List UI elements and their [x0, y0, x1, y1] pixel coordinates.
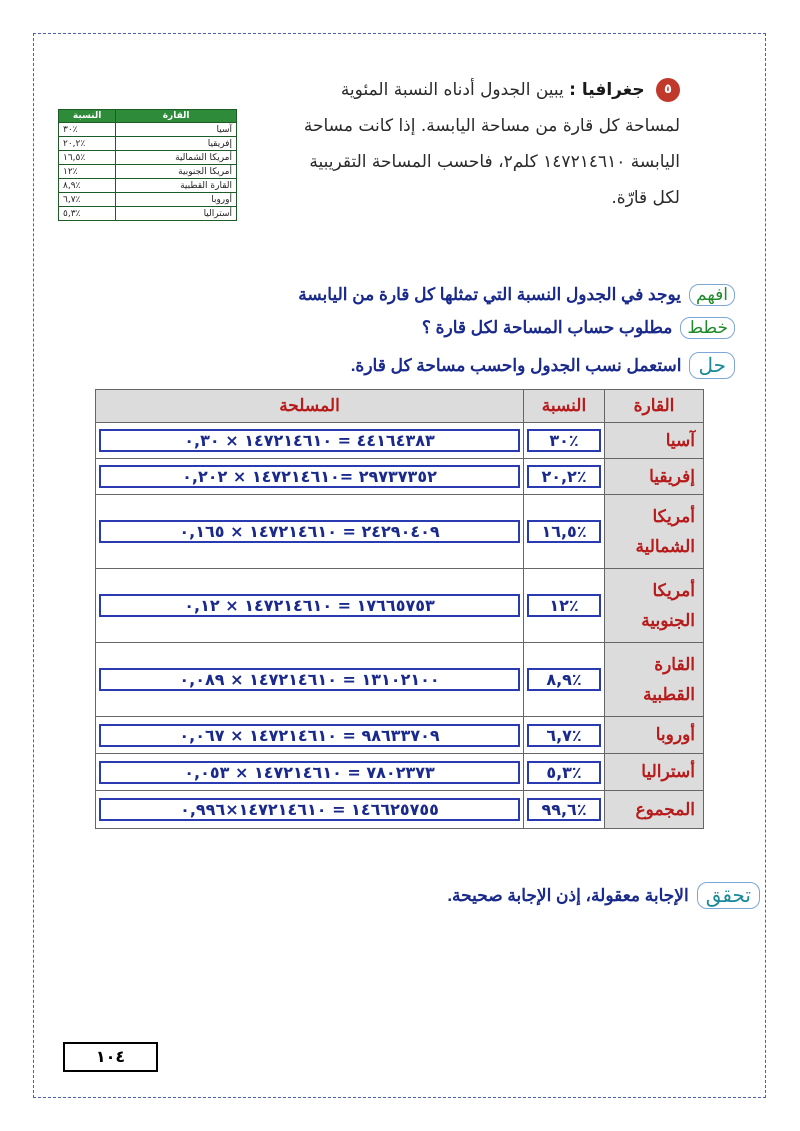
reference-percent: ٪١٦,٥ [59, 151, 116, 165]
total-label: المجموع [635, 799, 695, 819]
step-plan [422, 317, 735, 339]
percent-cell [524, 717, 605, 754]
area-calculation: ٤٤١٦٤٣٨٣ = ١٤٧٢١٤٦١٠ × ٠,٣٠ [99, 429, 520, 452]
continent-cell [605, 643, 704, 717]
continent-label: أوروبا [655, 725, 695, 744]
percent-cell [524, 569, 605, 643]
reference-continent: أستراليا [116, 207, 237, 221]
reference-table [58, 109, 237, 221]
table-row [59, 165, 237, 179]
percent-value: ٪٨,٩ [527, 668, 601, 691]
table-row [59, 193, 237, 207]
continent-cell [605, 791, 704, 829]
continent-label: أمريكا الشمالية [635, 506, 695, 556]
area-calculation: ٩٨٦٣٣٧٠٩ = ١٤٧٢١٤٦١٠ × ٠,٠٦٧ [99, 724, 520, 747]
area-cell [96, 791, 524, 829]
problem-text: يبين الجدول أدناه النسبة المئوية لمساحة كل قارة من مساحة اليابسة. إذا كانت مساحة اليابسة ١٤٧٢١٤٦١٠ كلم٢، فاحسب المساحة التقريبية لكل قارّة. [303, 80, 680, 208]
table-row [96, 754, 704, 791]
percent-cell [524, 495, 605, 569]
table-row [59, 151, 237, 165]
reference-percent: ٪٨,٩ [59, 179, 116, 193]
step-check [447, 882, 760, 909]
header-continent: القارة [605, 390, 704, 423]
table-row [96, 643, 704, 717]
problem-number-badge: ٥ [656, 78, 680, 102]
area-cell [96, 459, 524, 495]
reference-header-percent: النسبة [59, 110, 116, 123]
total-calculation: ١٤٦٦٢٥٧٥٥ = ١٤٧٢١٤٦١٠×٠,٩٩٦ [99, 798, 520, 821]
percent-value: ٪٦,٧ [527, 724, 601, 747]
problem-topic: جغرافيا : [569, 80, 645, 100]
percent-cell [524, 643, 605, 717]
area-cell [96, 423, 524, 459]
table-row [59, 123, 237, 137]
area-cell [96, 569, 524, 643]
total-percent: ٪٩٩,٦ [527, 798, 601, 821]
area-cell [96, 495, 524, 569]
percent-cell [524, 754, 605, 791]
continent-cell [605, 717, 704, 754]
step-understand [298, 284, 735, 306]
continent-cell [605, 459, 704, 495]
continent-cell [605, 754, 704, 791]
header-percent: النسبة [524, 390, 605, 423]
continent-label: آسيا [665, 430, 695, 450]
percent-cell [524, 423, 605, 459]
problem-statement [300, 72, 680, 216]
percent-cell [524, 791, 605, 829]
reference-continent: إفريقيا [116, 137, 237, 151]
understand-text: يوجد في الجدول النسبة التي تمثلها كل قارة من اليابسة [298, 285, 681, 304]
percent-value: ٪٥,٣ [527, 761, 601, 784]
reference-continent: أمريكا الشمالية [116, 151, 237, 165]
area-calculation: ١٧٦٦٥٧٥٣ = ١٤٧٢١٤٦١٠ × ٠,١٢ [99, 594, 520, 617]
continent-cell [605, 423, 704, 459]
solve-text: استعمل نسب الجدول واحسب مساحة كل قارة. [350, 355, 682, 375]
table-row [59, 179, 237, 193]
reference-percent: ٪٥,٣ [59, 207, 116, 221]
area-calculation: ٢٤٢٩٠٤٠٩ = ١٤٧٢١٤٦١٠ × ٠,١٦٥ [99, 520, 520, 543]
check-text: الإجابة معقولة، إذن الإجابة صحيحة. [447, 885, 689, 905]
reference-continent: آسيا [116, 123, 237, 137]
percent-value: ٪٣٠ [527, 429, 601, 452]
table-row [96, 717, 704, 754]
page-number: ١٠٤ [63, 1042, 158, 1072]
table-row [96, 459, 704, 495]
plan-text: مطلوب حساب المساحة لكل قارة ؟ [421, 318, 673, 337]
reference-percent: ٪٣٠ [59, 123, 116, 137]
table-row [59, 137, 237, 151]
continent-cell [605, 495, 704, 569]
table-row [96, 569, 704, 643]
table-row-total [96, 791, 704, 829]
table-row [59, 207, 237, 221]
area-cell [96, 717, 524, 754]
reference-continent: أوروبا [116, 193, 237, 207]
percent-value: ٪١٦,٥ [527, 520, 601, 543]
table-row [96, 423, 704, 459]
continent-label: إفريقيا [649, 466, 695, 486]
continent-label: أستراليا [641, 762, 695, 781]
percent-cell [524, 459, 605, 495]
reference-header-continent: القارة [116, 110, 237, 123]
area-calculation: ٢٩٧٣٧٣٥٢ =١٤٧٢١٤٦١٠ × ٠,٢٠٢ [99, 465, 520, 488]
area-calculation: ١٣١٠٢١٠٠ = ١٤٧٢١٤٦١٠ × ٠,٠٨٩ [99, 668, 520, 691]
step-solve [351, 352, 735, 379]
reference-continent: أمريكا الجنوبية [116, 165, 237, 179]
reference-percent: ٪٦,٧ [59, 193, 116, 207]
area-calculation: ٧٨٠٢٣٧٣ = ١٤٧٢١٤٦١٠ × ٠,٠٥٣ [99, 761, 520, 784]
continent-cell [605, 569, 704, 643]
continent-label: أمريكا الجنوبية [641, 580, 695, 630]
understand-tag: افهم [689, 284, 735, 306]
solve-tag: حل [689, 352, 735, 379]
plan-tag: خطط [680, 317, 735, 339]
header-area: المسلحة [96, 390, 524, 423]
continent-label: القارة القطبية [643, 654, 695, 704]
area-cell [96, 643, 524, 717]
table-row [96, 495, 704, 569]
reference-percent: ٪٢٠,٢ [59, 137, 116, 151]
solution-table [95, 389, 704, 829]
check-tag: تحقق [697, 882, 760, 909]
percent-value: ٪١٢ [527, 594, 601, 617]
percent-value: ٪٢٠,٢ [527, 465, 601, 488]
reference-percent: ٪١٢ [59, 165, 116, 179]
reference-continent: القارة القطبية [116, 179, 237, 193]
area-cell [96, 754, 524, 791]
